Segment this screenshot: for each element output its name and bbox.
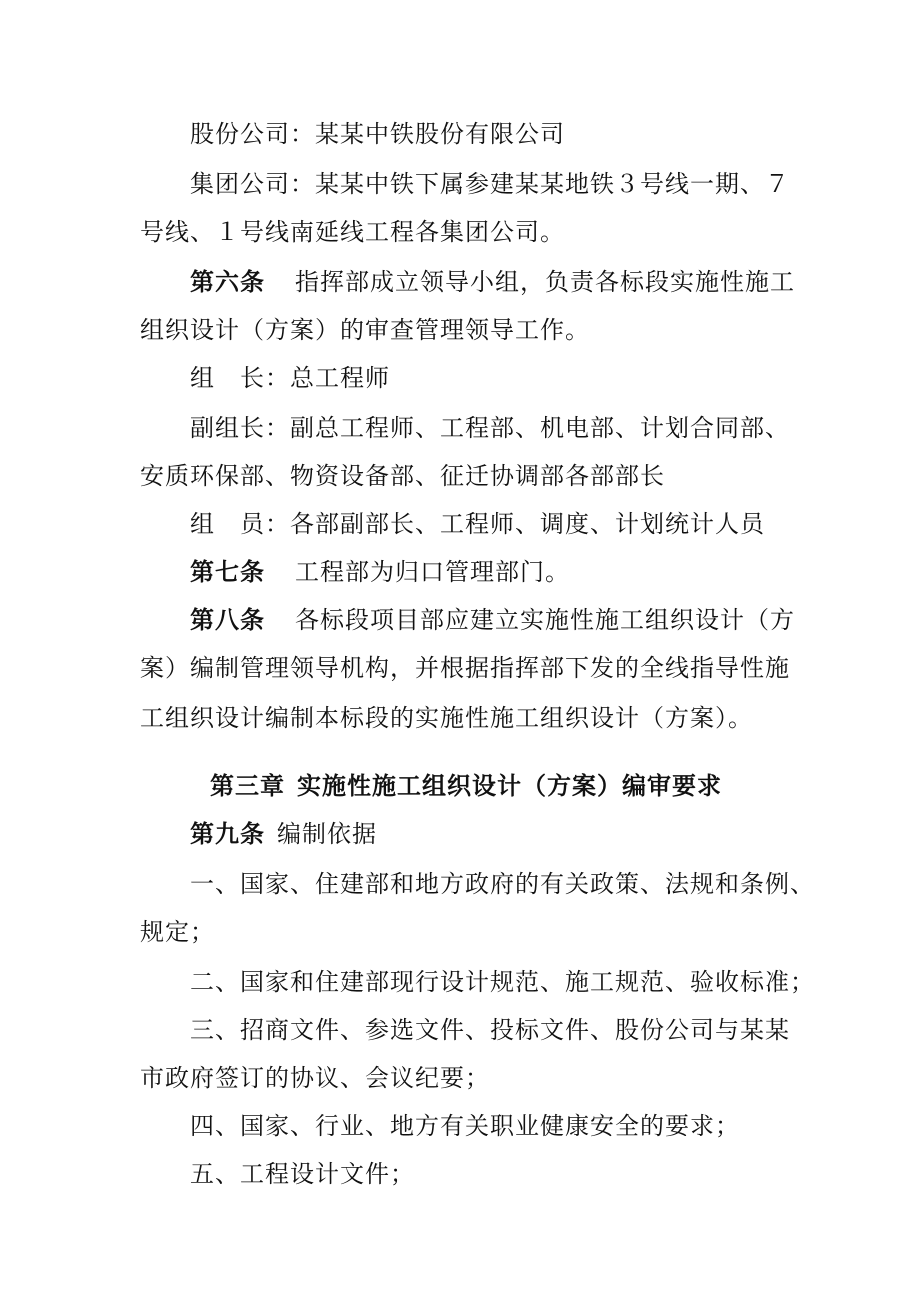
article-label: 第八条 (190, 606, 265, 634)
list-item: 四、国家、行业、地方有关职业健康安全的要求； (190, 1112, 740, 1140)
paragraph-line: 组 长：总工程师 (190, 364, 390, 392)
paragraph-line: 号线、１号线南延线工程各集团公司。 (140, 218, 565, 246)
article-text: 指挥部成立领导小组，负责各标段实施性施工 (295, 268, 795, 296)
chapter-label: 第三章 (210, 772, 285, 800)
paragraph-line: 副组长：副总工程师、工程部、机电部、计划合同部、 (190, 414, 790, 442)
article-text: 编制依据 (277, 820, 377, 848)
paragraph-line: 组 员：各部副部长、工程师、调度、计划统计人员 (190, 510, 765, 538)
article-eight (190, 604, 800, 636)
paragraph-line: 市政府签订的协议、会议纪要； (140, 1064, 490, 1092)
paragraph-line: 股份公司：某某中铁股份有限公司 (190, 120, 565, 148)
list-item: 一、国家、住建部和地方政府的有关政策、法规和条例、 (190, 870, 815, 898)
paragraph-line: 安质环保部、物资设备部、征迁协调部各部部长 (140, 462, 665, 490)
paragraph-line: 工组织设计编制本标段的实施性施工组织设计（方案）。 (140, 704, 753, 732)
paragraph-line: 集团公司：某某中铁下属参建某某地铁３号线一期、７ (190, 170, 790, 198)
list-item: 五、工程设计文件； (190, 1160, 415, 1188)
paragraph-line: 组织设计（方案）的审查管理领导工作。 (140, 316, 590, 344)
article-label: 第七条 (190, 558, 265, 586)
list-item: 三、招商文件、参选文件、投标文件、股份公司与某某 (190, 1016, 790, 1044)
chapter-title: 实施性施工组织设计（方案）编审要求 (297, 772, 722, 800)
chapter-heading (210, 770, 770, 802)
paragraph-line: 案）编制管理领导机构，并根据指挥部下发的全线指导性施 (140, 654, 790, 682)
article-text: 工程部为归口管理部门。 (295, 558, 570, 586)
list-item: 二、国家和住建部现行设计规范、施工规范、验收标准； (190, 968, 815, 996)
article-text: 各标段项目部应建立实施性施工组织设计（方 (295, 606, 795, 634)
article-nine (190, 818, 800, 850)
paragraph-line: 规定； (140, 918, 215, 946)
article-label: 第九条 (190, 820, 265, 848)
article-seven (190, 556, 800, 588)
article-six (190, 266, 800, 298)
article-label: 第六条 (190, 268, 265, 296)
